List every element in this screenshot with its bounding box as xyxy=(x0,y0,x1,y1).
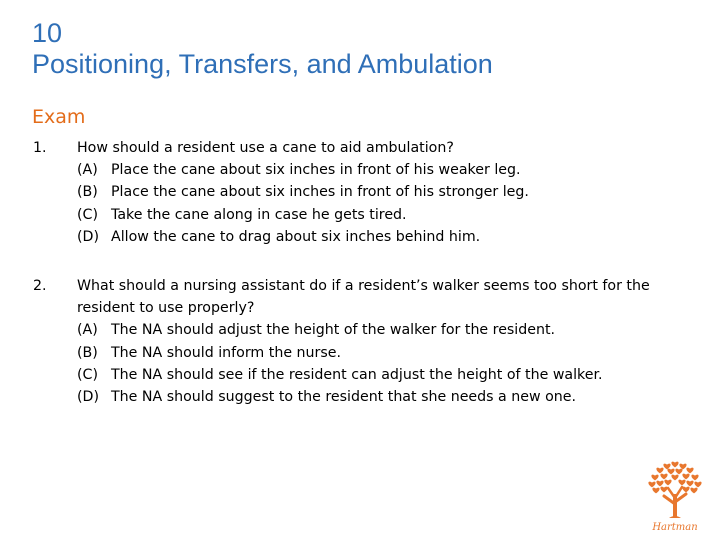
option-text: The NA should suggest to the resident that she needs a new one. xyxy=(111,389,577,406)
question-number: 2. xyxy=(33,278,47,294)
heart-leaf-icon xyxy=(679,464,686,470)
option-text: The NA should inform the nurse. xyxy=(111,344,341,361)
answer-option-a[interactable] xyxy=(77,319,697,341)
heart-leaf-icon xyxy=(656,468,663,474)
slide-title xyxy=(32,18,493,80)
answer-option-c[interactable] xyxy=(77,364,697,386)
heart-leaf-icon xyxy=(660,474,667,480)
answer-option-a[interactable] xyxy=(77,159,697,181)
heart-leaf-icon xyxy=(648,482,655,488)
heart-leaf-icon xyxy=(660,487,667,493)
heart-leaf-icon xyxy=(686,468,693,474)
heart-leaf-icon xyxy=(651,475,658,481)
heart-leaf-icon xyxy=(686,481,693,487)
option-text: Place the cane about six inches in front of his weaker leg. xyxy=(111,162,521,179)
heart-leaf-icon xyxy=(690,488,697,494)
option-letter: (A) xyxy=(77,162,98,179)
heart-leaf-icon xyxy=(664,480,671,486)
answer-option-b[interactable] xyxy=(77,342,697,364)
heart-leaf-icon xyxy=(682,474,689,480)
question-number: 1. xyxy=(33,140,47,156)
heart-leaf-icon xyxy=(652,488,659,494)
option-text: Allow the cane to drag about six inches behind him. xyxy=(111,228,481,245)
option-text: The NA should adjust the height of the walker for the resident. xyxy=(111,322,556,339)
option-letter: (D) xyxy=(77,389,99,406)
answer-option-d[interactable] xyxy=(77,386,697,408)
heart-leaf-icon xyxy=(671,475,678,481)
heart-leaf-icon xyxy=(667,469,674,475)
heart-leaf-icon xyxy=(682,487,689,493)
answer-option-d[interactable] xyxy=(77,226,697,248)
heart-leaf-icon xyxy=(694,482,701,488)
chapter-title: Positioning, Transfers, and Ambulation xyxy=(32,49,493,79)
heart-leaf-icon xyxy=(678,480,685,486)
heart-leaf-icon xyxy=(675,469,682,475)
heart-leaf-icon xyxy=(671,462,678,468)
logo-wordmark: Hartman xyxy=(652,522,698,533)
heart-leaf-icon xyxy=(663,464,670,470)
option-letter: (A) xyxy=(77,322,98,339)
question-text: What should a nursing assistant do if a resident’s walker seems too short for the resident to use properly? xyxy=(77,278,650,317)
option-text: Place the cane about six inches in front of his stronger leg. xyxy=(111,184,529,201)
option-letter: (D) xyxy=(77,228,99,245)
option-text: The NA should see if the resident can adjust the height of the walker. xyxy=(111,366,603,383)
hartman-logo xyxy=(640,458,710,534)
option-letter: (B) xyxy=(77,184,98,201)
question-text: How should a resident use a cane to aid ambulation? xyxy=(77,140,454,156)
chapter-number: 10 xyxy=(32,18,63,48)
option-letter: (C) xyxy=(77,206,98,223)
heart-leaf-icon xyxy=(656,481,663,487)
option-letter: (B) xyxy=(77,344,98,361)
answer-option-b[interactable] xyxy=(77,181,697,203)
section-label: Exam xyxy=(32,106,86,128)
answer-option-c[interactable] xyxy=(77,204,697,226)
option-letter: (C) xyxy=(77,366,98,383)
tree-of-hearts-icon xyxy=(640,458,710,534)
heart-leaf-icon xyxy=(691,475,698,481)
option-text: Take the cane along in case he gets tired. xyxy=(111,206,407,223)
